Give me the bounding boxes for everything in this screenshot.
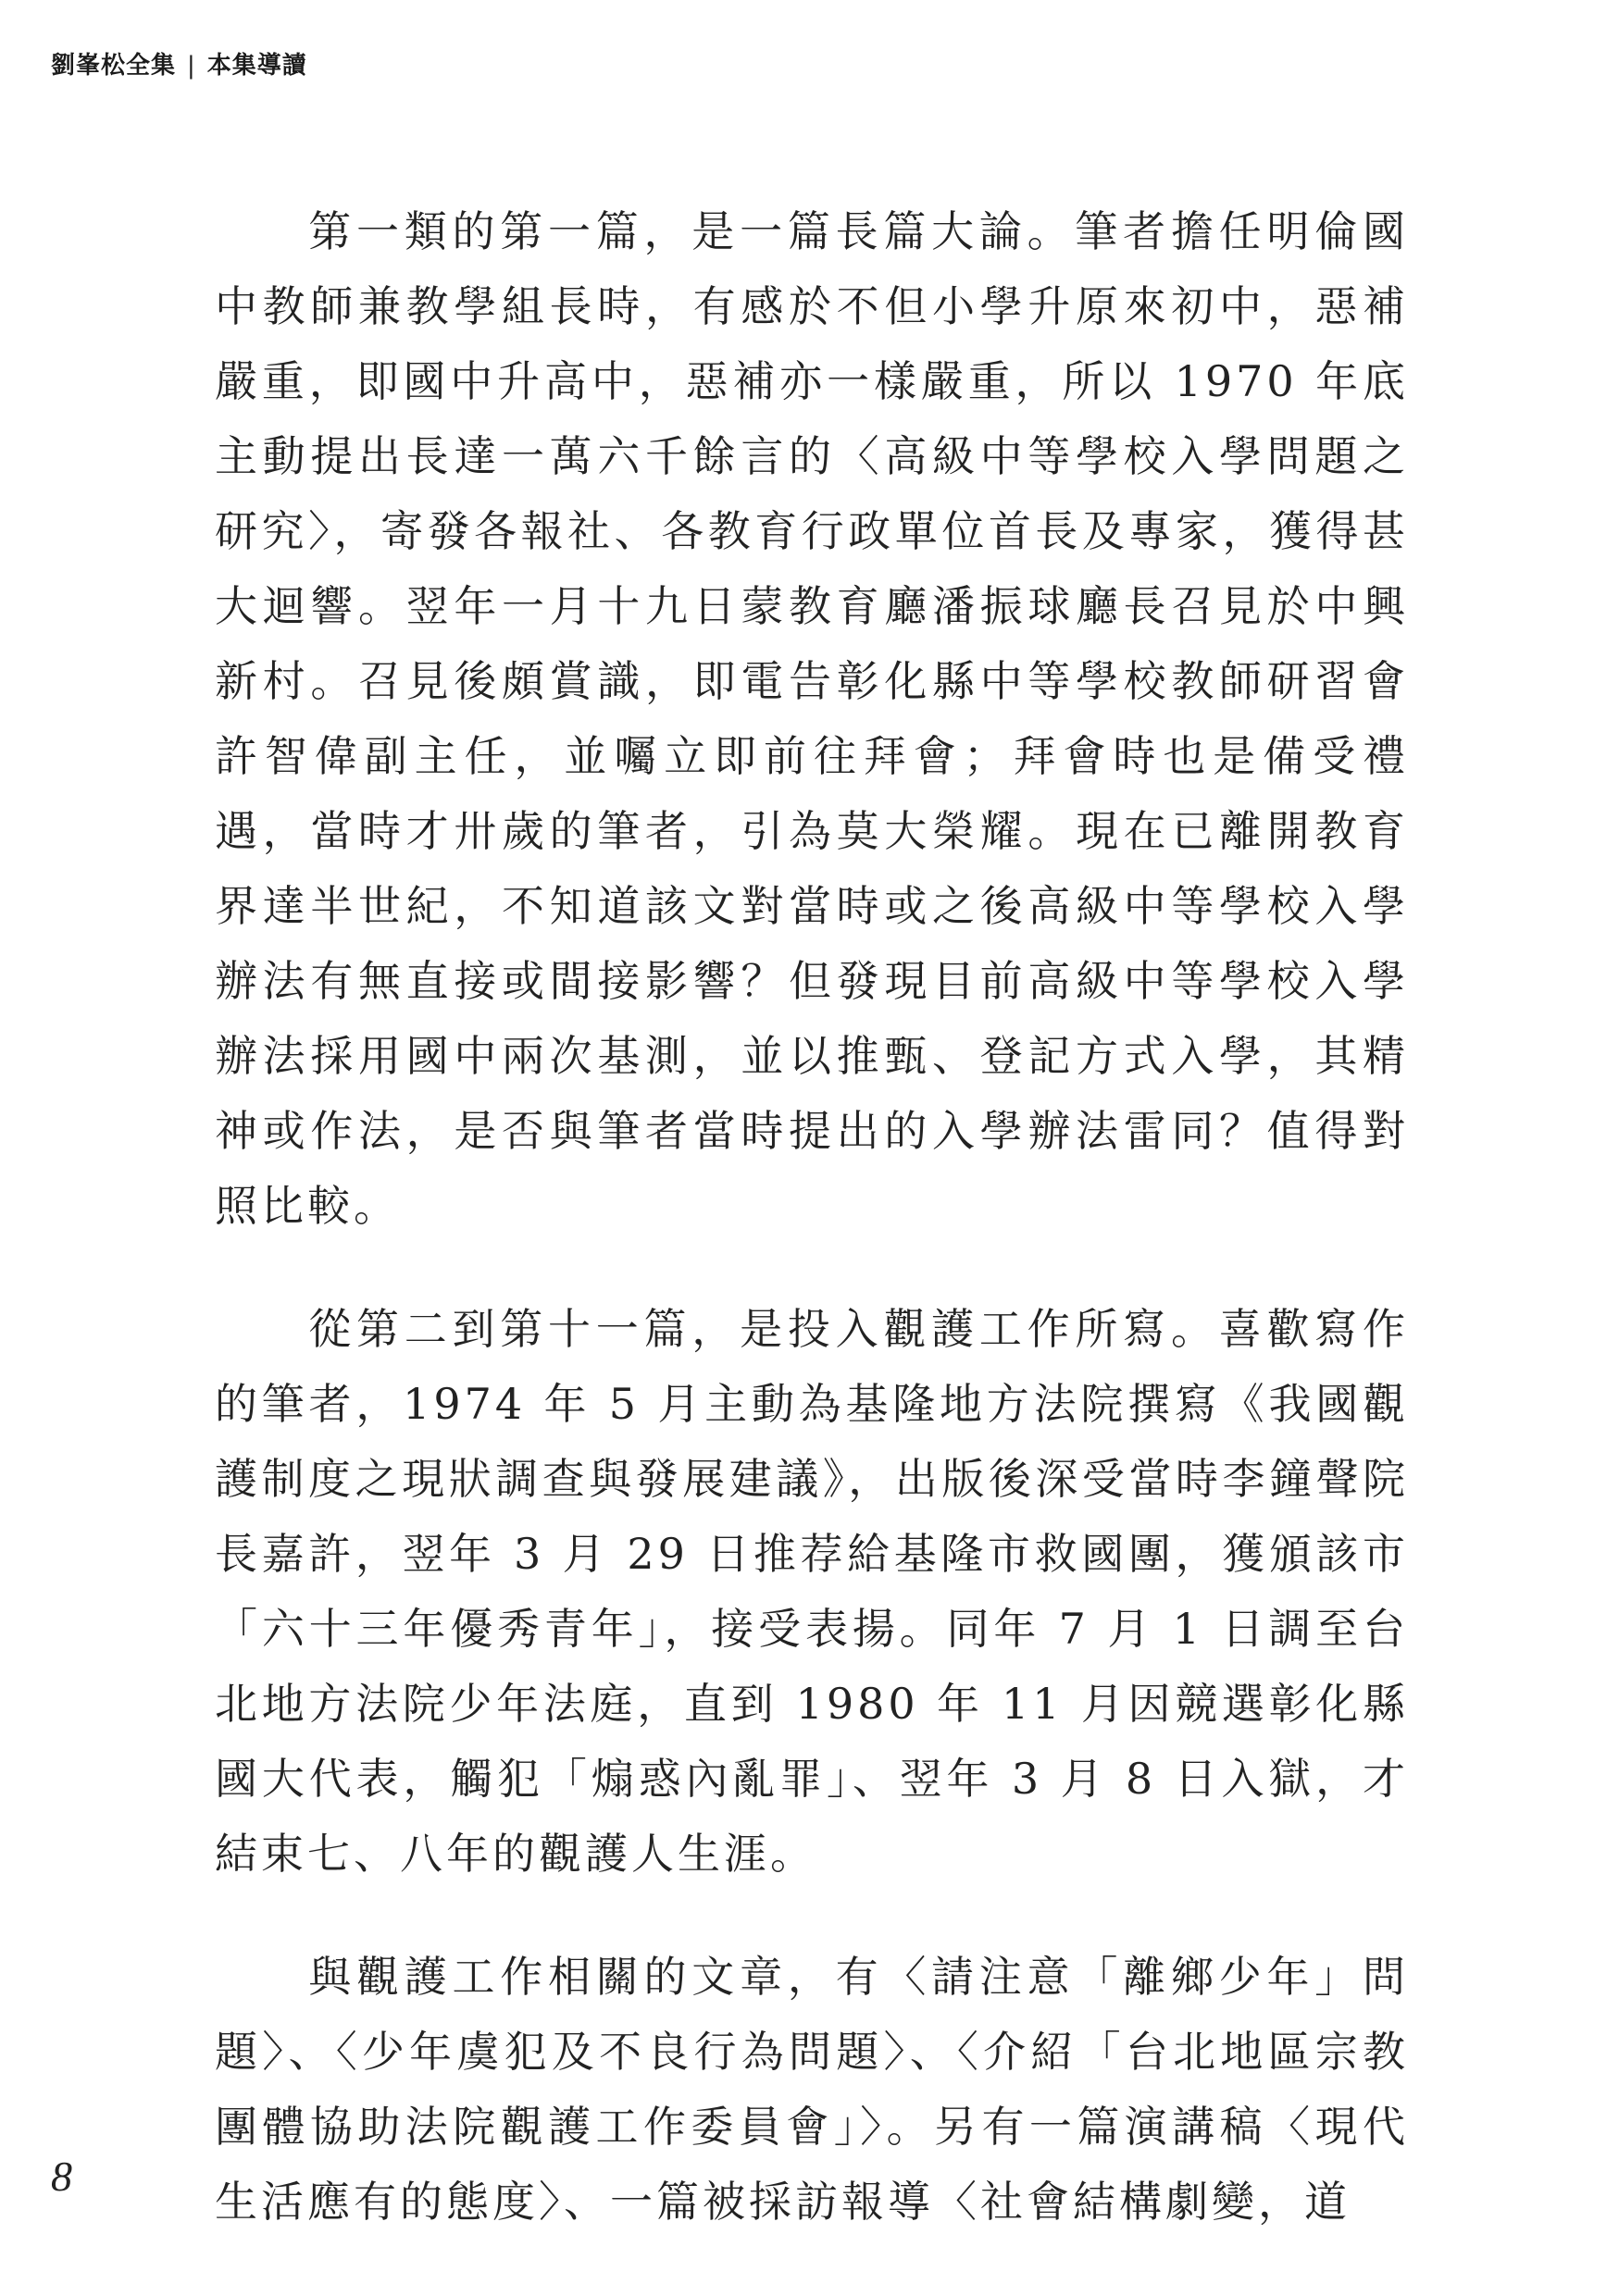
section-title: 本集導讀 [206,52,307,80]
paragraph-2: 從第二到第十一篇，是投入觀護工作所寫。喜歡寫作的筆者，1974 年 5 月主動為基隆地方法院撰寫《我國觀護制度之現狀調查與發展建議》，出版後深受當時李鐘聲院長嘉許，翌年 3 月 29 日推荐給基隆市救國團，獲頒該市「六十三年優秀青年」，接受表揚。同年 7 月 1 日調至台北地方法院少年法庭，直到 1980 年 11 月因競選彰化縣國大代表，觸犯「煽惑內亂罪」、翌年 3 月 8 日入獄，才結束七、八年的觀護人生涯。 [215,1304,1409,1879]
page-number: 8 [51,2153,72,2200]
paragraph-1: 第一類的第一篇，是一篇長篇大論。筆者擔任明倫國中教師兼教學組長時，有感於不但小學升原來初中，惡補嚴重，即國中升高中，惡補亦一樣嚴重，所以 1970 年底主動提出長達一萬六千餘言的〈高級中等學校入學問題之研究〉，寄發各報社、各教育行政單位首長及專家，獲得甚大迴響。翌年一月十九日蒙教育廳潘振球廳長召見於中興新村。召見後頗賞識，即電告彰化縣中等學校教師研習會許智偉副主任，並囑立即前往拜會；拜會時也是備受禮遇，當時才卅歲的筆者，引為莫大榮耀。現在已離開教育界達半世紀，不知道該文對當時或之後高級中等學校入學辦法有無直接或間接影響？但發現目前高級中等學校入學辦法採用國中兩次基測，並以推甄、登記方式入學，其精神或作法，是否與筆者當時提出的入學辦法雷同？值得對照比較。 [215,206,1409,1231]
body-text [215,194,1409,2240]
header-separator: | [187,52,196,80]
paragraph-3: 與觀護工作相關的文章，有〈請注意「離鄉少年」問題〉、〈少年虞犯及不良行為問題〉、〈介紹「台北地區宗教團體協助法院觀護工作委員會」〉。另有一篇演講稿〈現代生活應有的態度〉、一篇被採訪報導〈社會結構劇變，道 [215,1952,1409,2227]
series-title: 劉峯松全集 [51,52,177,80]
running-header [51,46,307,81]
